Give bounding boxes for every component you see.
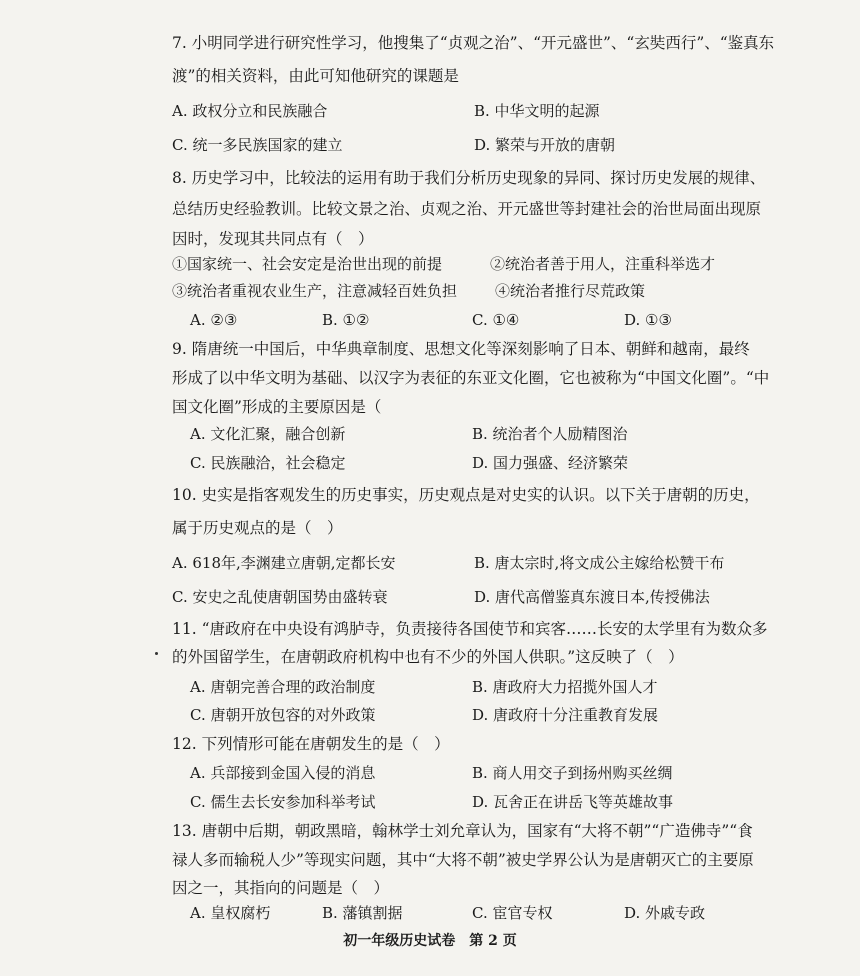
question-8-item-4: ④统治者推行尽荒政策: [495, 282, 646, 300]
scan-speck: [155, 652, 158, 655]
question-8-option-d: D. ①③: [624, 311, 672, 329]
question-8-option-b: B. ①②: [322, 311, 370, 329]
question-7-option-b: B. 中华文明的起源: [474, 102, 600, 120]
page-footer: 初一年级历史试卷 第 2 页: [343, 933, 517, 949]
question-7-option-c: C. 统一多民族国家的建立: [172, 136, 343, 154]
question-13-option-c: C. 宦官专权: [472, 904, 553, 922]
question-8-stem-line-2: 总结历史经验教训。比较文景之治、贞观之治、开元盛世等封建社会的治世局面出现原: [172, 200, 762, 218]
question-13-stem-line-2: 禄人多而输税人少”等现实问题，其中“大将不朝”被史学界公认为是唐朝灭亡的主要原: [172, 851, 754, 869]
question-13-option-b: B. 藩镇割据: [322, 904, 403, 922]
question-9-option-b: B. 统治者个人励精图治: [472, 425, 628, 443]
question-9-stem-line-1: 9. 隋唐统一中国后，中华典章制度、思想文化等深刻影响了日本、朝鲜和越南，最终: [172, 340, 750, 358]
question-8-item-1: ①国家统一、社会安定是治世出现的前提: [172, 255, 443, 273]
question-8-item-2: ②统治者善于用人，注重科举选才: [490, 255, 716, 273]
question-13-option-d: D. 外戚专政: [624, 904, 706, 922]
question-11-stem-line-1: 11. “唐政府在中央设有鸿胪寺，负责接待各国使节和宾客……长安的太学里有为数众多: [172, 620, 768, 638]
question-7-stem-line-1: 7. 小明同学进行研究性学习，他搜集了“贞观之治”、“开元盛世”、“玄奘西行”、“鉴真东: [172, 34, 775, 52]
question-8-option-a: A. ②③: [190, 311, 238, 329]
question-11-stem-line-2: 的外国留学生，在唐朝政府机构中也有不少的外国人供职。”这反映了（ ）: [172, 648, 684, 666]
question-7-stem-line-2: 渡”的相关资料，由此可知他研究的课题是: [172, 67, 459, 85]
question-11-option-d: D. 唐政府十分注重教育发展: [472, 706, 659, 724]
question-7-option-a: A. 政权分立和民族融合: [172, 102, 328, 120]
question-9-option-d: D. 国力强盛、经济繁荣: [472, 454, 629, 472]
question-10-option-c: C. 安史之乱使唐朝国势由盛转衰: [172, 588, 388, 606]
question-13-stem-line-3: 因之一，其指向的问题是（ ）: [172, 879, 390, 897]
question-8-stem-line-1: 8. 历史学习中，比较法的运用有助于我们分析历史现象的异同、探讨历史发展的规律、: [172, 169, 766, 187]
question-12-option-a: A. 兵部接到金国入侵的消息: [190, 764, 376, 782]
question-11-option-c: C. 唐朝开放包容的对外政策: [190, 706, 376, 724]
question-10-option-a: A. 618年,李渊建立唐朝,定都长安: [172, 554, 396, 572]
question-10-option-b: B. 唐太宗时,将文成公主嫁给松赞干布: [474, 554, 725, 572]
question-11-option-b: B. 唐政府大力招揽外国人才: [472, 678, 658, 696]
question-11-option-a: A. 唐朝完善合理的政治制度: [190, 678, 376, 696]
question-8-stem-line-3: 因时，发现其共同点有（ ）: [172, 230, 374, 248]
question-10-stem-line-1: 10. 史实是指客观发生的历史事实，历史观点是对史实的认识。以下关于唐朝的历史，: [172, 486, 760, 504]
question-9-stem-line-2: 形成了以中华文明为基础、以汉字为表征的东亚文化圈，它也被称为“中国文化圈”。“中: [172, 369, 770, 387]
question-13-option-a: A. 皇权腐朽: [190, 904, 271, 922]
question-8-option-c: C. ①④: [472, 311, 520, 329]
question-9-option-c: C. 民族融洽，社会稳定: [190, 454, 346, 472]
question-9-stem-line-3: 国文化圈”形成的主要原因是（: [172, 398, 382, 416]
question-10-stem-line-2: 属于历史观点的是（ ）: [172, 519, 343, 537]
question-8-item-3: ③统治者重视农业生产，注意减轻百姓负担: [172, 282, 458, 300]
question-12-option-d: D. 瓦舍正在讲岳飞等英雄故事: [472, 793, 674, 811]
question-12-stem-line-1: 12. 下列情形可能在唐朝发生的是（ ）: [172, 735, 450, 753]
question-12-option-b: B. 商人用交子到扬州购买丝绸: [472, 764, 673, 782]
question-9-option-a: A. 文化汇聚，融合创新: [190, 425, 346, 443]
question-10-option-d: D. 唐代高僧鉴真东渡日本,传授佛法: [474, 588, 710, 606]
question-7-option-d: D. 繁荣与开放的唐朝: [474, 136, 616, 154]
question-12-option-c: C. 儒生去长安参加科举考试: [190, 793, 376, 811]
question-13-stem-line-1: 13. 唐朝中后期，朝政黑暗，翰林学士刘允章认为，国家有“大将不朝”“广造佛寺”“食: [172, 822, 753, 840]
